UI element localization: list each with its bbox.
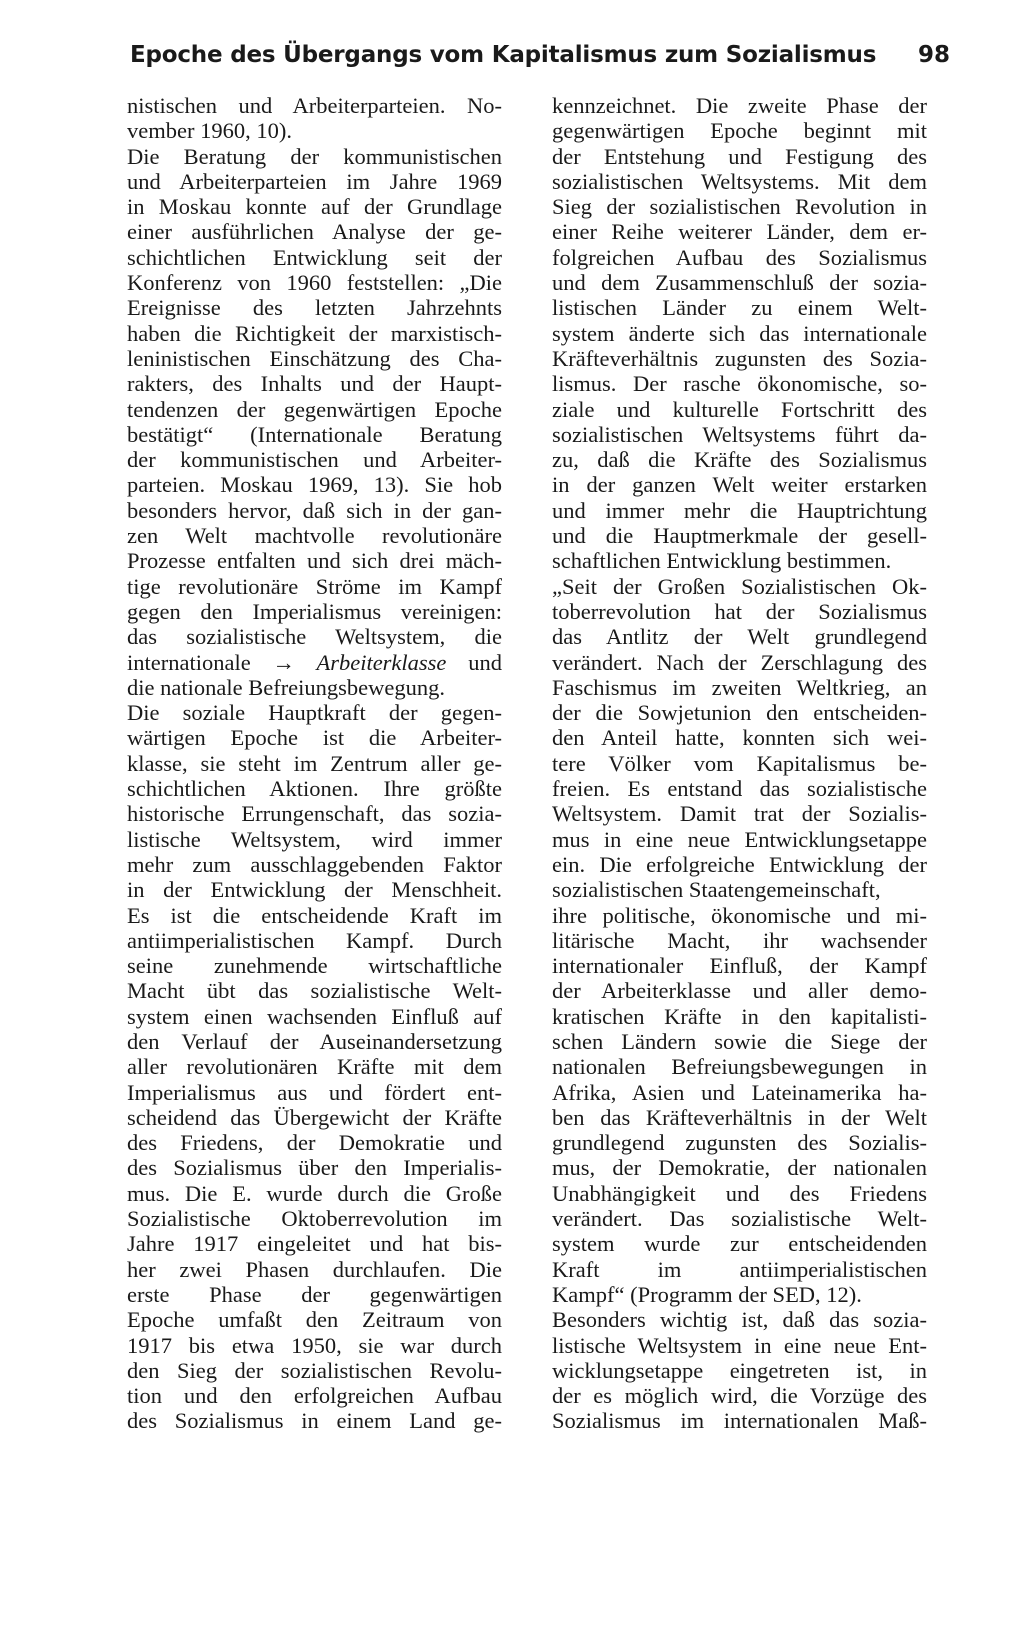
text-line: Kampf“ (Programm der SED, 12). [552, 1281, 862, 1307]
text-line: nistischen und Arbeiterparteien. No- [127, 93, 502, 118]
text-line: mus. Die E. wurde durch die Große [127, 1180, 502, 1206]
text-line: mehr zum ausschlaggebenden Faktor [127, 851, 502, 877]
text-line: folgreichen Aufbau des Sozialismus [552, 244, 927, 270]
text-line: Faschismus im zweiten Weltkrieg, an [552, 674, 927, 700]
text-line: schen Ländern sowie die Siege der [552, 1028, 927, 1054]
text-line: tige revolutionäre Ströme im Kampf [127, 573, 502, 599]
text-line: listischen Länder zu einem Welt- [552, 295, 927, 321]
text-line: der kommunistischen und Arbeiter- [127, 447, 502, 473]
text-line: die nationale Befreiungsbewegung. [127, 674, 446, 700]
text-line: system wurde zur entscheidenden [552, 1231, 927, 1257]
text-line: kratischen Kräfte in den kapitalisti- [552, 1003, 927, 1029]
text-line: verändert. Das sozialistische Welt- [552, 1206, 927, 1232]
text-line: und Arbeiterparteien im Jahre 1969 [127, 168, 502, 194]
text-line: „Seit der Großen Sozialistischen Ok- [552, 573, 927, 599]
left-column [127, 93, 502, 1434]
text-line: sozialistischen Staatengemeinschaft, [552, 877, 881, 903]
text-line: schichtlichen Entwicklung seit der [127, 244, 502, 270]
text-line: scheidend das Übergewicht der Kräfte [127, 1104, 502, 1130]
text-line: historische Errungenschaft, das sozia- [127, 801, 502, 827]
text-line: internationaler Einfluß, der Kampf [552, 953, 927, 979]
text-line: den Verlauf der Auseinandersetzung [127, 1028, 502, 1054]
text-line: Sozialismus im internationalen Maß- [552, 1408, 927, 1434]
text-line: Kraft im antiimperialistischen [552, 1256, 927, 1282]
text-line: der Arbeiterklasse und aller demo- [552, 978, 927, 1004]
text-line: Weltsystem. Damit trat der Sozialis- [552, 801, 927, 827]
text-line: toberrevolution hat der Sozialismus [552, 598, 927, 624]
text-line: das sozialistische Weltsystem, die [127, 624, 502, 650]
text-line: ihre politische, ökonomische und mi- [552, 902, 927, 928]
text-line: litärische Macht, ihr wachsender [552, 927, 927, 953]
text-line: bestätigt“ (Internationale Beratung [127, 421, 502, 447]
page-header [130, 42, 950, 82]
text-line: haben die Richtigkeit der marxistisch- [127, 320, 502, 346]
page-number: 98 [917, 42, 950, 68]
line-text-before: internationale [127, 649, 273, 675]
right-column [552, 93, 927, 1434]
text-line: zen Welt machtvolle revolutionäre [127, 523, 502, 549]
text-line: Ereignisse des letzten Jahrzehnts [127, 295, 502, 321]
text-line: Prozesse entfalten und sich drei mäch- [127, 548, 502, 574]
text-line: des Sozialismus über den Imperialis- [127, 1155, 502, 1181]
text-line: gegen den Imperialismus vereinigen: [127, 598, 502, 624]
text-line: der Entstehung und Festigung des [552, 143, 927, 169]
text-line: einer Reihe weiterer Länder, dem er- [552, 219, 927, 245]
text-line: und die Hauptmerkmale der gesell- [552, 523, 927, 549]
text-line: rakters, des Inhalts und der Haupt- [127, 371, 502, 397]
line-text-after: und [446, 649, 502, 675]
text-line: der es möglich wird, die Vorzüge des [552, 1383, 927, 1409]
text-line: antiimperialistischen Kampf. Durch [127, 927, 502, 953]
text-line: klasse, sie steht im Zentrum aller ge- [127, 750, 502, 776]
text-line: parteien. Moskau 1969, 13). Sie hob [127, 472, 502, 498]
text-line: Die Beratung der kommunistischen [127, 143, 502, 169]
text-line: listische Weltsystem in eine neue Ent- [552, 1332, 927, 1358]
text-line: lismus. Der rasche ökonomische, so- [552, 371, 927, 397]
text-line: system änderte sich das internationale [552, 320, 927, 346]
text-line: gegenwärtigen Epoche beginnt mit [552, 118, 927, 144]
text-line [127, 650, 502, 675]
text-line: freien. Es entstand das sozialistische [552, 776, 927, 802]
text-line: wärtigen Epoche ist die Arbeiter- [127, 725, 502, 751]
text-line: besonders hervor, daß sich in der gan- [127, 497, 502, 523]
text-line: her zwei Phasen durchlaufen. Die [127, 1256, 502, 1282]
text-line: in der ganzen Welt weiter erstarken [552, 472, 927, 498]
text-line: wicklungsetappe eingetreten ist, in [552, 1357, 927, 1383]
text-line: ziale und kulturelle Fortschritt des [552, 396, 927, 422]
text-line: ben das Kräfteverhältnis in der Welt [552, 1104, 927, 1130]
text-line: ein. Die erfolgreiche Entwicklung der [552, 851, 927, 877]
text-line: des Sozialismus in einem Land ge- [127, 1408, 502, 1434]
text-line: Epoche umfaßt den Zeitraum von [127, 1307, 502, 1333]
text-line: schaftlichen Entwicklung bestimmen. [552, 548, 892, 574]
running-title: Epoche des Übergangs vom Kapitalismus zum Sozialismus [130, 42, 877, 68]
text-line: des Friedens, der Demokratie und [127, 1130, 502, 1156]
text-line: system einen wachsenden Einfluß auf [127, 1003, 502, 1029]
cross-reference-arrow-icon: → [272, 649, 296, 675]
text-line: der die Sowjetunion den entscheiden- [552, 700, 927, 726]
text-line: zu, daß die Kräfte des Sozialismus [552, 447, 927, 473]
text-line: erste Phase der gegenwärtigen [127, 1281, 502, 1307]
text-line: in der Entwicklung der Menschheit. [127, 877, 502, 903]
text-line: und immer mehr die Hauptrichtung [552, 497, 927, 523]
text-line: Sozialistische Oktoberrevolution im [127, 1206, 502, 1232]
text-line: Die soziale Hauptkraft der gegen- [127, 700, 502, 726]
text-line: sozialistischen Weltsystems. Mit dem [552, 168, 927, 194]
text-line: Macht übt das sozialistische Welt- [127, 978, 502, 1004]
text-line: mus, der Demokratie, der nationalen [552, 1155, 927, 1181]
text-line: den Anteil hatte, konnten sich wei- [552, 725, 927, 751]
text-line: Es ist die entscheidende Kraft im [127, 902, 502, 928]
text-line: aller revolutionären Kräfte mit dem [127, 1054, 502, 1080]
text-line: nationalen Befreiungsbewegungen in [552, 1054, 927, 1080]
text-line: Imperialismus aus und fördert ent- [127, 1079, 502, 1105]
text-line: vember 1960, 10). [127, 118, 292, 144]
text-line: tere Völker vom Kapitalismus be- [552, 750, 927, 776]
cross-reference-term: Arbeiterklasse [295, 649, 447, 675]
text-line: Konferenz von 1960 feststellen: „Die [127, 270, 502, 296]
text-line: leninistischen Einschätzung des Cha- [127, 345, 502, 371]
text-line: den Sieg der sozialistischen Revolu- [127, 1357, 502, 1383]
text-line: grundlegend zugunsten des Sozialis- [552, 1130, 927, 1156]
text-line: das Antlitz der Welt grundlegend [552, 624, 927, 650]
text-line: sozialistischen Weltsystems führt da- [552, 421, 927, 447]
text-line: Kräfteverhältnis zugunsten des Sozia- [552, 345, 927, 371]
text-line: mus in eine neue Entwicklungsetappe [552, 826, 927, 852]
text-line: Unabhängigkeit und des Friedens [552, 1180, 927, 1206]
text-line: Jahre 1917 eingeleitet und hat bis- [127, 1231, 502, 1257]
text-line: in Moskau konnte auf der Grundlage [127, 194, 502, 220]
text-line: kennzeichnet. Die zweite Phase der [552, 93, 927, 118]
text-line: einer ausführlichen Analyse der ge- [127, 219, 502, 245]
text-line: Sieg der sozialistischen Revolution in [552, 194, 927, 220]
text-line: 1917 bis etwa 1950, sie war durch [127, 1332, 502, 1358]
text-line: Afrika, Asien und Lateinamerika ha- [552, 1079, 927, 1105]
text-line: tendenzen der gegenwärtigen Epoche [127, 396, 502, 422]
text-line: und dem Zusammenschluß der sozia- [552, 270, 927, 296]
text-line: listische Weltsystem, wird immer [127, 826, 502, 852]
text-line: seine zunehmende wirtschaftliche [127, 953, 502, 979]
text-line: schichtlichen Aktionen. Ihre größte [127, 776, 502, 802]
text-line: verändert. Nach der Zerschlagung des [552, 649, 927, 675]
text-line: tion und den erfolgreichen Aufbau [127, 1383, 502, 1409]
text-line: Besonders wichtig ist, daß das sozia- [552, 1307, 927, 1333]
